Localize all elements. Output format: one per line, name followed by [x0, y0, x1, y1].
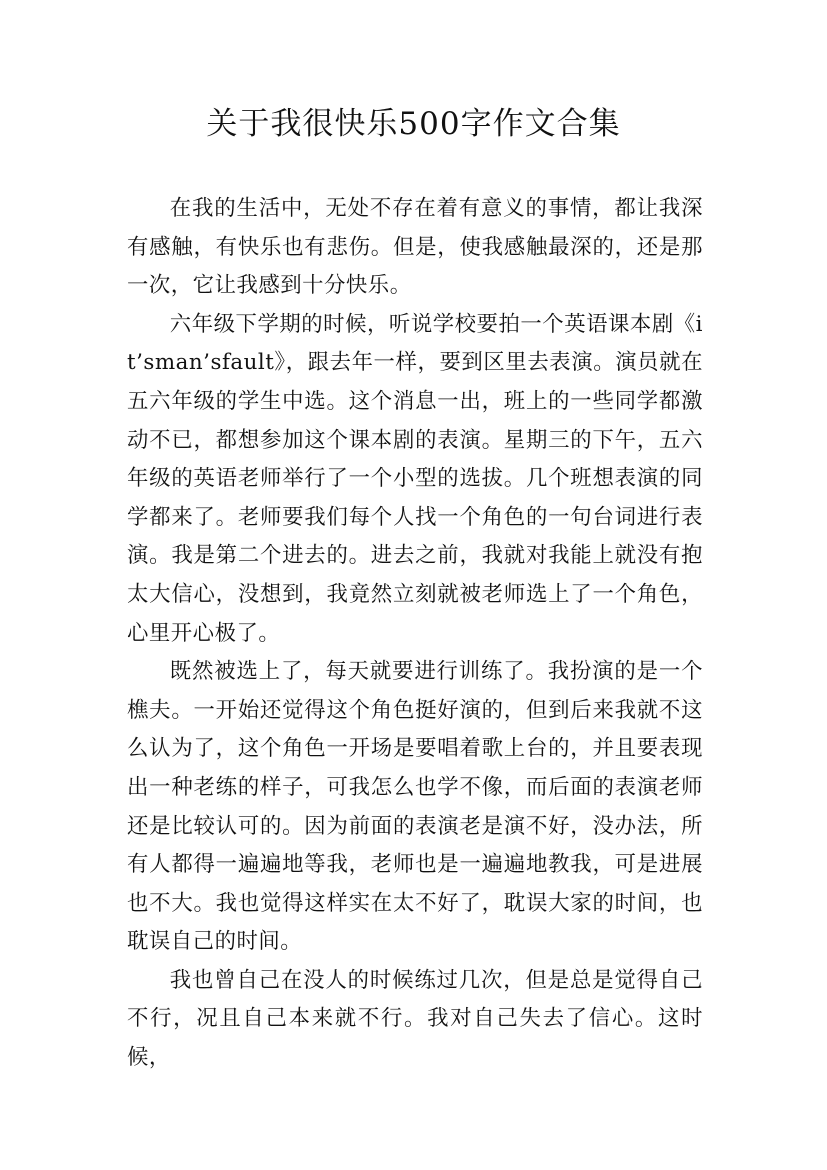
paragraph: 六年级下学期的时候，听说学校要拍一个英语课本剧《it’sman’sfault》，跟去年一样，要到区里去表演。演员就在五六年级的学生中选。这个消息一出，班上的一些同学都激动不已，都想参加这个课本剧的表演。星期三的下午，五六年级的英语老师举行了一个小型的选拔。几个班想表演的同学都来了。老师要我们每个人找一个角色的一句台词进行表演。我是第二个进去的。进去之前，我就对我能上就没有抱太大信心，没想到，我竟然立刻就被老师选上了一个角色，心里开心极了。 — [127, 311, 703, 646]
document-body — [127, 190, 703, 1078]
paragraph: 我也曾自己在没人的时候练过几次，但是总是觉得自己不行，况且自己本来就不行。我对自己失去了信心。这时候， — [127, 967, 703, 1071]
paragraph: 既然被选上了，每天就要进行训练了。我扮演的是一个樵夫。一开始还觉得这个角色挺好演的，但到后来我就不这么认为了，这个角色一开场是要唱着歌上台的，并且要表现出一种老练的样子，可我怎么也学不像，而后面的表演老师还是比较认可的。因为前面的表演老是演不好，没办法，所有人都得一遍遍地等我，老师也是一遍遍地教我，可是进展也不大。我也觉得这样实在太不好了，耽误大家的时间，也耽误自己的时间。 — [127, 659, 703, 955]
document-title: 关于我很快乐500字作文合集 — [206, 106, 621, 142]
paragraph: 在我的生活中，无处不存在着有意义的事情，都让我深有感触，有快乐也有悲伤。但是，使我感触最深的，还是那一次，它让我感到十分快乐。 — [127, 196, 703, 299]
